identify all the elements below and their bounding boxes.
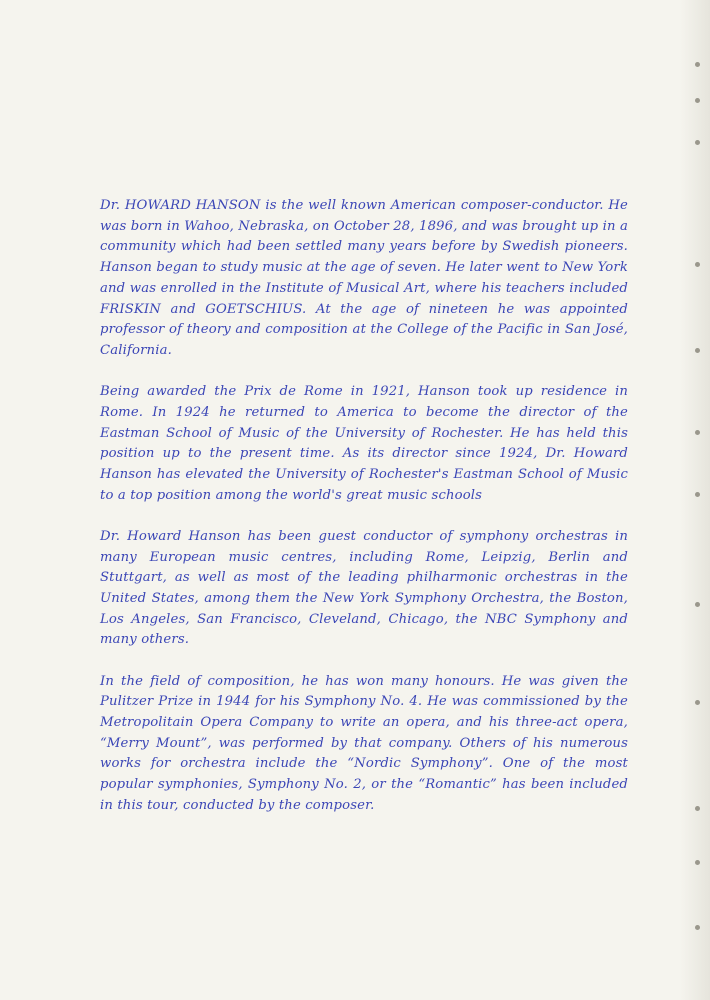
paragraph-3: Dr. Howard Hanson has been guest conductor of symphony orchestras in many European music centres, including Rome, Leipzig, Berlin and Stuttgart, as well as most of the leading philharmonic orchestras in the United States, among them the New York Symphony Orchestra, the Boston, Los Angeles, San Francisco, Cleveland, Chicago, the NBC Symphony and many others. xyxy=(100,528,628,648)
paragraph-2: Being awarded the Prix de Rome in 1921, Hanson took up residence in Rome. In 1924 he returned to America to become the director of the Eastman School of Music of the University of Rochester. He has held this position up to the present time. As its director since 1924, Dr. Howard Hanson has elevated the University of Rochester's Eastman School of Music to a top position among the world's great music schools xyxy=(100,384,628,503)
biography-text xyxy=(100,196,628,837)
paragraph-4: In the field of composition, he has won many honours. He was given the Pulitzer Prize in 1944 for his Symphony No. 4. He was commissioned by the Metropolitain Opera Company to write an opera, and his three-act opera, “Merry Mount”, was performed by that company. Others of his numerous works for orchestra include the “Nordic Symphony”. One of the most popular symphonies, Symphony No. 2, or the “Romantic” has been included in this tour, conducted by the composer. xyxy=(100,673,628,813)
binding-edge xyxy=(680,0,710,1000)
binding-hole xyxy=(695,62,700,67)
binding-hole xyxy=(695,98,700,103)
binding-hole xyxy=(695,700,700,705)
binding-hole xyxy=(695,602,700,607)
binding-hole xyxy=(695,140,700,145)
binding-hole xyxy=(695,860,700,865)
binding-hole xyxy=(695,806,700,811)
binding-hole xyxy=(695,348,700,353)
binding-hole xyxy=(695,925,700,930)
paragraph-1: Dr. HOWARD HANSON is the well known American composer-conductor. He was born in Wahoo, Nebraska, on October 28, 1896, and was brought up in a community which had been settled many years before by Swedish pioneers. Hanson began to study music at the age of seven. He later went to New York and was enrolled in the Institute of Musical Art, where his teachers included FRISKIN and GOETSCHIUS. At the age of nineteen he was appointed professor of theory and composition at the College of the Pacific in San José, California. xyxy=(100,198,628,358)
binding-hole xyxy=(695,492,700,497)
binding-hole xyxy=(695,430,700,435)
binding-hole xyxy=(695,262,700,267)
